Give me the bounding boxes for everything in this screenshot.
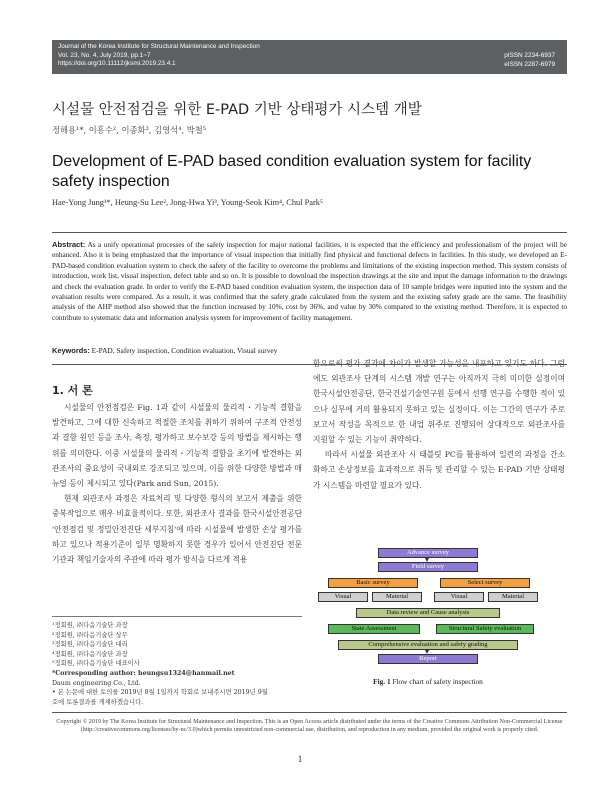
figure-caption-text: Flow chart of safety inspection <box>392 677 483 686</box>
figure-caption <box>318 677 538 686</box>
journal-header-bar <box>52 40 567 74</box>
corresponding-author: *Corresponding author: heungsu1324@hanmail.net <box>52 669 235 677</box>
footnote-4: ⁴정회원, ㈜다음기술단 과장 <box>52 650 128 658</box>
footnote-5: ⁵정회원, ㈜다음기술단 대표이사 <box>52 660 140 668</box>
journal-volume: Vol. 23, No. 4, July 2019, pp.1~7 <box>58 51 151 59</box>
flow-chart-figure <box>318 548 538 670</box>
material-box-2: Material <box>488 592 538 602</box>
abstract-label: Abstract: <box>52 240 86 249</box>
english-title: Development of E-PAD based condition evaluation system for facility safety inspection <box>52 153 532 190</box>
data-review-box: Data review and Cause analysis <box>356 608 500 618</box>
comprehensive-evaluation-box: Comprehensive evaluation and safety grading <box>338 640 518 650</box>
material-box-1: Material <box>372 592 422 602</box>
field-survey-box: Field survey <box>378 562 478 572</box>
report-box: Report <box>378 654 478 664</box>
right-paragraph-1: 함으로써 평가 결과에 차이가 발생할 가능성을 내포하고 있기도 하다. 그럼에도 외관조사 단계의 시스템 개발 연구는 아직까지 극히 미미한 실정이며 한국시설안전공단, 한국건설기술연구원 등에서 선행 연구를 수행한 적이 있으나 실무에 거의 활용되지 못하고 있는 실정이다. 이는 그간의 연구가 주로 보고서 작성을 목적으로 한 내업 위주로 진행되어 상대적으로 외관조사를 지원할 수 있는 기능이 취약하다. <box>313 359 565 445</box>
page-number: 1 <box>297 754 303 764</box>
basic-survey-box: Basic survey <box>328 578 418 588</box>
keywords-line <box>52 346 277 355</box>
korean-authors: 정해용¹*, 이흥수², 이종화³, 김영석⁴, 박철⁵ <box>52 125 207 135</box>
select-survey-box: Select survey <box>440 578 530 588</box>
left-paragraph-1: 시설물의 안전점검은 Fig. 1과 같이 시설물의 물리적・기능적 결함을 발견하고, 그에 대한 신속하고 적절한 조치를 취하기 위하여 구조적 안전성과 결함 원인 등을 조사, 측정, 평가하고 보수보강 등의 방법을 제시하는 행위를 의미한다. 이중 시설물의 물리적・기능적 결함을 초기에 발견하는 외관조사의 중요성이 국내외로 강조되고 있으며, 이를 위한 다양한 방법과 매뉴얼 등이 제시되고 있다(Park and Sun, 2015). <box>52 403 302 489</box>
discussion-note-2: 호에 토론결과를 게재하겠습니다. <box>52 698 144 706</box>
korean-title: 시설물 안전점검을 위한 E-PAD 기반 상태평가 시스템 개발 <box>52 102 422 118</box>
copyright-notice: Copyright © 2019 by The Korea Institute for Structural Maintenance and Inspection. This is an Open Access article distributed under the terms of the Creative Commons Attribution Non-Commercial License (http://creativecommons.org/licenses/by-nc/3.0)which permits unrestricted non-commercial use, distribution, and reproduction in any medium, provided the original work is properly cited. <box>56 719 563 734</box>
state-assessment-box: State Assessment <box>328 624 420 634</box>
left-paragraph-2: 현재 외관조사 과정은 자료처리 및 다양한 형식의 보고서 제출을 위한 중복작업으로 매우 비효율적이다. 또한, 외관조사 결과를 한국시설안전공단 '안전점검 및 정밀안전진단 세부지침'에 따라 시설물에 발생한 손상 평가를 하고 있으나 적용기준이 일부 명확하지 못한 경우가 있어서 안전진단 전문기관과 책임기술자의 주관에 따라 평가 방식을 다르게 적용 <box>52 494 302 565</box>
doi-link[interactable]: https://doi.org/10.11112/jksmi.2019.23.4.1 <box>58 60 176 68</box>
journal-name: Journal of the Korea Institute for Structural Maintenance and Inspection <box>58 43 260 50</box>
eissn: eISSN 2287-6979 <box>504 60 555 68</box>
footnote-2: ²정회원, ㈜다음기술단 상무 <box>52 631 128 639</box>
visual-box-1: Visual <box>318 592 368 602</box>
footnotes <box>52 616 302 707</box>
right-column <box>313 356 565 493</box>
keywords-text: E-PAD, Safety inspection, Condition evaluation, Visual survey <box>91 346 278 355</box>
figure-caption-label: Fig. 1 <box>373 677 391 686</box>
abstract-top-rule <box>52 232 567 233</box>
right-paragraph-2: 따라서 시설물 외관조사 시 태블릿 PC를 활용하여 일련의 과정을 간소화하고 손상정보를 효과적으로 취득 및 관리할 수 있는 E-PAD 기반 상태평가 시스템을 마련할 필요가 있다. <box>313 450 565 490</box>
discussion-note-1: • 본 논문에 대한 토의를 2019년 8월 1일까지 학회로 보내주시면 2019년 9월 <box>52 689 268 697</box>
left-column <box>52 400 302 567</box>
footnote-3: ³정회원, ㈜다음기술단 대리 <box>52 641 128 649</box>
section-heading: 1. 서 론 <box>52 384 93 397</box>
keywords-label: Keywords: <box>52 346 90 355</box>
copyright-rule <box>52 712 567 713</box>
advance-survey-box: Advance survey <box>378 548 478 558</box>
abstract-text: As a unify operational processes of the safety inspection for major national facilities, it is expected that the efficiency and professionalism of the project will be enhanced. Also it is being emphasized that the importance of visual inspection that initially find physical and functional defects in facilities. In this study, we developed an E-PAD-based condition evaluation system to check the safety of the facility to overcome the problems and limitations of the existing inspection method. This system consists of introduction, work list, visual inspection, defect table and so on. It is possible to download the inspection drawings at the site and input the damage information to the drawings and check the evaluation grade. In order to verify the E-PAD based condition evaluation system, the inspection data of 10 sample bridges were inputted into the system and the evaluation results were compared. As a result, it was confirmed that the safety grade calculated from the system and the existing safety grade are the same. The feasibility analysis of the AHP method also showed that the function increased by 10%, cost by 36%, and value by 30% compared to the existing method. Therefore, it is expected to contribute to systematic data and information analysis system for improvement of facility management. <box>52 241 568 322</box>
affiliation: Daum engineering Co., Ltd. <box>52 679 141 687</box>
footnote-1: ¹정회원, ㈜다음기술단 과장 <box>52 622 128 629</box>
structural-evaluation-box: Structural Safety evaluation <box>436 624 534 634</box>
english-authors: Hae-Yong Jung¹*, Heung-Su Lee², Jong-Hwa Yi³, Young-Seok Kim⁴, Chul Park⁵ <box>52 198 323 207</box>
visual-box-2: Visual <box>434 592 484 602</box>
pissn: pISSN 2234-6937 <box>504 52 555 59</box>
abstract-block <box>52 240 567 323</box>
